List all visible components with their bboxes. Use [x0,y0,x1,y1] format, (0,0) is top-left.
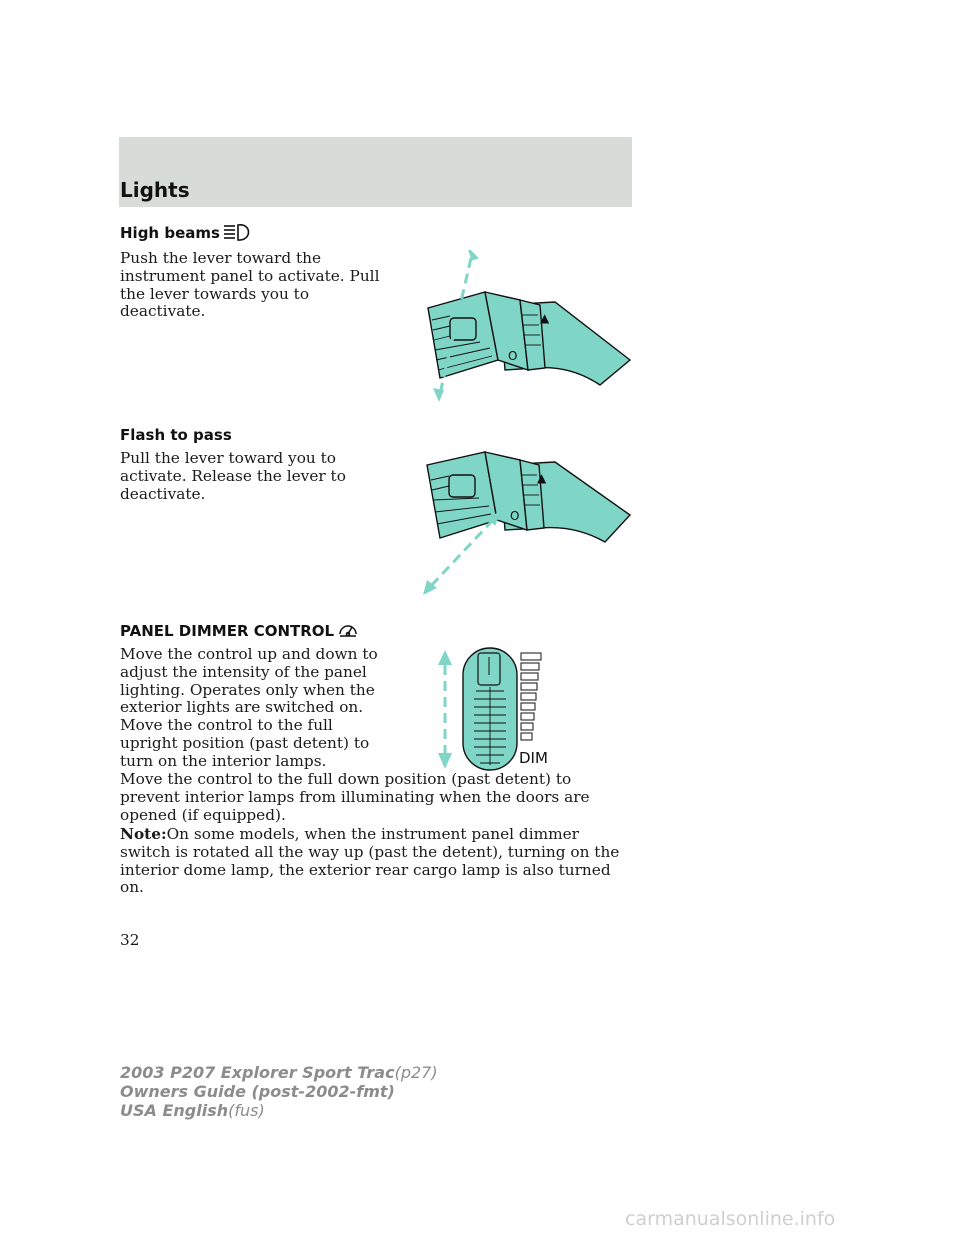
flash-to-pass-lever-illustration [415,440,635,600]
high-beams-text: Push the lever toward the instrument panel to activate. Pull the lever towards you to deactivate. [120,249,380,321]
svg-text:▲: ▲ [540,311,550,325]
footer-model-code: (p27) [394,1063,438,1082]
dimmer-thumbwheel-illustration [430,645,560,775]
flash-to-pass-heading [120,426,232,444]
note-text: On some models, when the instrument panel dimmer switch is rotated all the way up (past the detent), turning on the interior dome lamp, the exterior rear cargo lamp is also turned on. [120,825,620,897]
panel-dimmer-heading [120,620,360,642]
dim-label: DIM [519,749,548,767]
flash-to-pass-text: Pull the lever toward you to activate. Release the lever to deactivate. [120,449,346,503]
svg-text:O: O [508,349,518,363]
note-label: Note: [120,825,167,843]
flash-to-pass-heading-text: Flash to pass [120,426,232,444]
svg-text:O: O [510,509,520,523]
section-title: Lights [120,178,190,202]
panel-dimmer-paragraph-1: Move the control up and down to adjust the intensity of the panel lighting. Operates only when the exterior lights are switched on. [120,645,378,717]
footer-line-3 [120,1101,438,1120]
panel-dimmer-heading-text: PANEL DIMMER CONTROL [120,622,335,640]
footer [120,1063,438,1120]
watermark: carmanualsonline.info [625,1208,836,1230]
high-beams-heading-text: High beams [120,224,220,242]
footer-line-1 [120,1063,438,1082]
footer-language-code: (fus) [228,1101,265,1120]
section-header-band [119,137,632,207]
panel-dimmer-paragraph-2: Move the control to the full upright position (past detent) to turn on the interior lamps. [120,716,370,770]
footer-model: 2003 P207 Explorer Sport Trac [120,1063,395,1082]
footer-language: USA English [120,1101,229,1120]
panel-dimmer-note [120,826,625,897]
page-number: 32 [120,931,140,949]
svg-text:▲: ▲ [537,471,547,485]
dimmer-icon [336,620,360,642]
high-beams-heading [120,222,256,244]
panel-dimmer-paragraph-3: Move the control to the full down position (past detent) to prevent interior lamps from illuminating when the doors are opened (if equipped). [120,770,590,824]
high-beam-lever-illustration [420,250,635,405]
footer-line-2: Owners Guide (post-2002-fmt) [120,1082,395,1101]
high-beam-icon [222,222,256,244]
